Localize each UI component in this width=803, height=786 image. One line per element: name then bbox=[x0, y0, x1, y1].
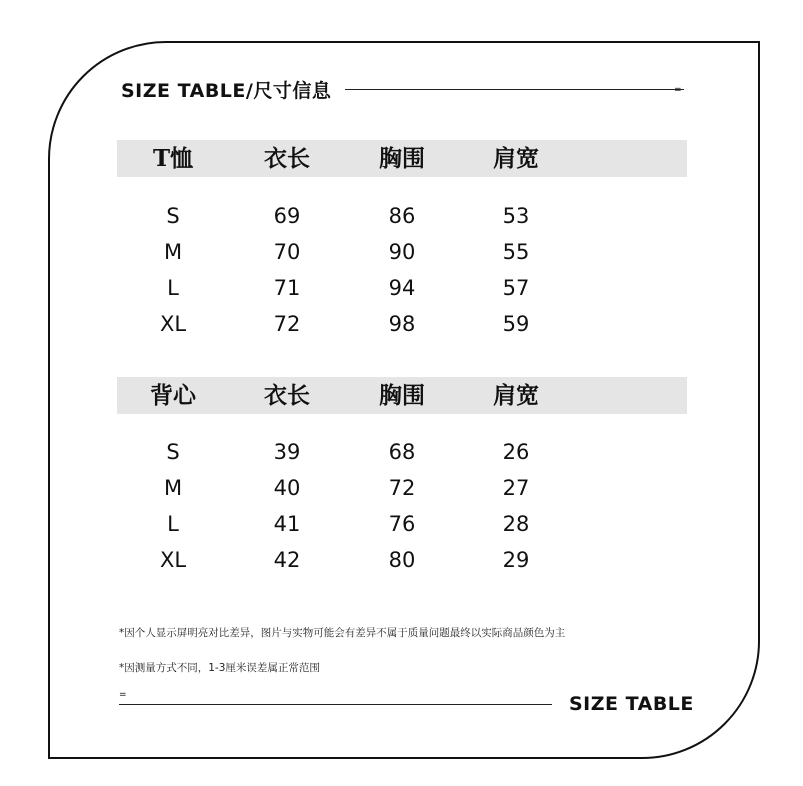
header-mark: = bbox=[674, 85, 682, 95]
size-cell: XL bbox=[159, 548, 187, 572]
header-cell-type: T恤 bbox=[152, 145, 194, 172]
length-cell: 69 bbox=[273, 204, 301, 228]
footer-mark: = bbox=[119, 690, 127, 700]
size-cell: S bbox=[166, 204, 180, 228]
size-cell: L bbox=[167, 512, 179, 536]
header-cell-shoulder: 肩宽 bbox=[493, 382, 539, 409]
header-cell-length: 衣长 bbox=[264, 145, 310, 172]
table-row bbox=[117, 509, 687, 539]
header-cell-chest: 胸围 bbox=[379, 382, 425, 409]
shoulder-cell: 53 bbox=[502, 204, 530, 228]
header-divider bbox=[345, 89, 684, 90]
table-row bbox=[117, 237, 687, 267]
shoulder-cell: 27 bbox=[502, 476, 530, 500]
length-cell: 41 bbox=[273, 512, 301, 536]
shoulder-cell: 26 bbox=[502, 440, 530, 464]
chest-cell: 76 bbox=[388, 512, 416, 536]
header-cell-length: 衣长 bbox=[264, 382, 310, 409]
header-cell-type: 背心 bbox=[150, 382, 196, 409]
header-title: SIZE TABLE/尺寸信息 bbox=[121, 80, 332, 102]
chest-cell: 68 bbox=[388, 440, 416, 464]
note-measurement-error: *因测量方式不同，1-3厘米误差属正常范围 bbox=[119, 662, 320, 674]
shoulder-cell: 28 bbox=[502, 512, 530, 536]
shoulder-cell: 59 bbox=[502, 312, 530, 336]
header-cell-shoulder: 肩宽 bbox=[493, 145, 539, 172]
size-cell: M bbox=[163, 240, 183, 264]
length-cell: 42 bbox=[273, 548, 301, 572]
chest-cell: 80 bbox=[388, 548, 416, 572]
header-cell-chest: 胸围 bbox=[379, 145, 425, 172]
shoulder-cell: 57 bbox=[502, 276, 530, 300]
footer-divider bbox=[119, 704, 552, 705]
length-cell: 70 bbox=[273, 240, 301, 264]
size-cell: L bbox=[167, 276, 179, 300]
note-color-difference: *因个人显示屏明亮对比差异，图片与实物可能会有差异不属于质量问题最终以实际商品颜色为主 bbox=[119, 627, 566, 639]
footer-title: SIZE TABLE bbox=[569, 693, 694, 715]
vest-table-header bbox=[117, 377, 687, 414]
length-cell: 72 bbox=[273, 312, 301, 336]
chest-cell: 94 bbox=[388, 276, 416, 300]
chest-cell: 90 bbox=[388, 240, 416, 264]
tshirt-table-header bbox=[117, 140, 687, 177]
table-row bbox=[117, 473, 687, 503]
size-cell: S bbox=[166, 440, 180, 464]
chest-cell: 72 bbox=[388, 476, 416, 500]
length-cell: 39 bbox=[273, 440, 301, 464]
table-row bbox=[117, 309, 687, 339]
chest-cell: 86 bbox=[388, 204, 416, 228]
length-cell: 71 bbox=[273, 276, 301, 300]
table-row bbox=[117, 437, 687, 467]
table-row bbox=[117, 201, 687, 231]
shoulder-cell: 55 bbox=[502, 240, 530, 264]
chest-cell: 98 bbox=[388, 312, 416, 336]
shoulder-cell: 29 bbox=[502, 548, 530, 572]
size-cell: XL bbox=[159, 312, 187, 336]
table-row bbox=[117, 273, 687, 303]
size-cell: M bbox=[163, 476, 183, 500]
length-cell: 40 bbox=[273, 476, 301, 500]
table-row bbox=[117, 545, 687, 575]
